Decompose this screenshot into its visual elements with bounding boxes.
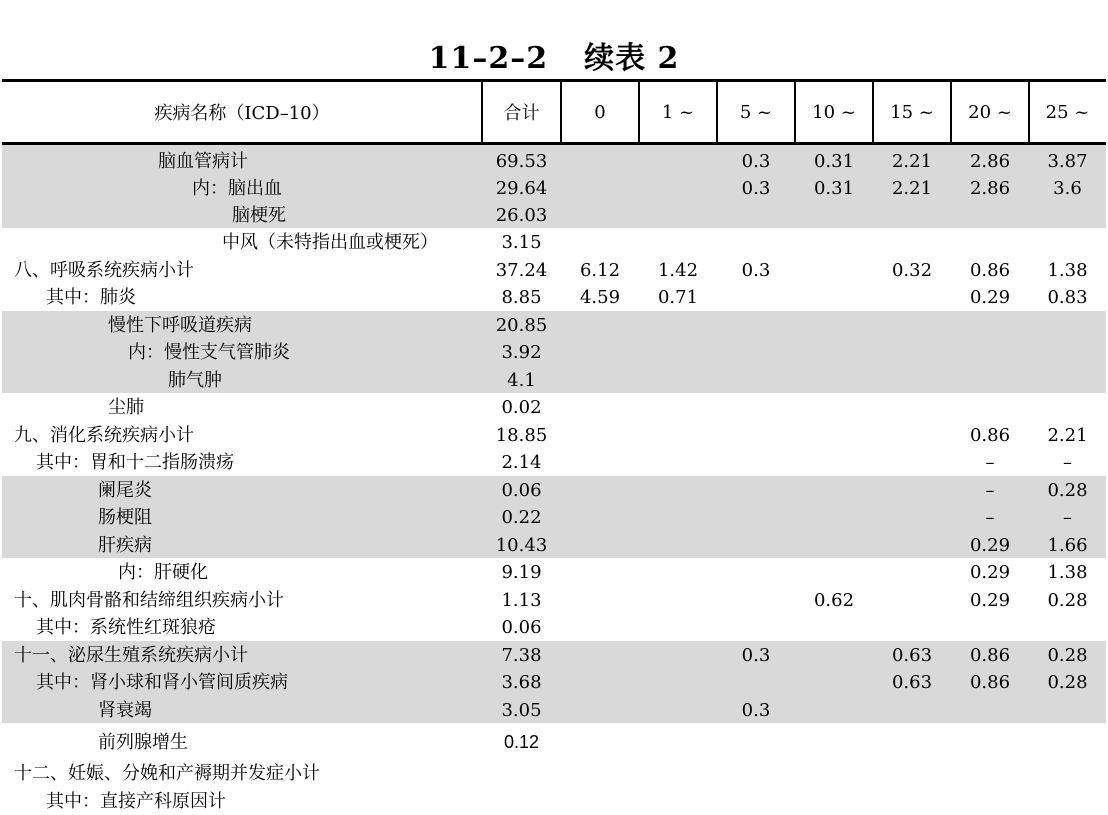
disease-name: 其中：系统性红斑狼疮 xyxy=(36,617,216,638)
disease-name: 其中：肾小球和肾小管间质疾病 xyxy=(36,672,288,693)
table-row xyxy=(0,422,1108,449)
age-group-value: 6.12 xyxy=(579,260,621,281)
age-group-value: 3.6 xyxy=(1053,178,1082,199)
age-group-value: 0.29 xyxy=(969,287,1011,308)
total-value: 4.1 xyxy=(507,370,536,391)
table-row xyxy=(0,449,1108,476)
total-value: 9.19 xyxy=(501,562,542,583)
table-row xyxy=(0,729,1108,756)
table-row xyxy=(0,175,1108,202)
table-row xyxy=(0,642,1108,669)
table-row xyxy=(0,202,1108,229)
disease-name: 其中：直接产科原因计 xyxy=(46,791,226,812)
table-title xyxy=(0,33,1108,77)
header-col-2: 0 xyxy=(594,101,606,123)
table-row xyxy=(0,284,1108,311)
disease-name: 八、呼吸系统疾病小计 xyxy=(14,260,194,281)
age-group-value: 0.3 xyxy=(741,151,771,172)
total-value: 8.85 xyxy=(501,287,542,308)
age-group-value: 0.31 xyxy=(813,178,855,199)
total-value: 0.02 xyxy=(501,397,542,418)
header-col-1: 合计 xyxy=(503,103,540,124)
age-group-value: 0.86 xyxy=(969,425,1011,446)
header-disease-name: 疾病名称（ICD–10） xyxy=(154,103,330,124)
disease-name: 十二、妊娠、分娩和产褥期并发症小计 xyxy=(14,763,320,784)
total-value: 20.85 xyxy=(495,315,548,336)
total-value: 3.68 xyxy=(501,672,542,693)
age-group-value: 0.29 xyxy=(969,590,1011,611)
table-row xyxy=(0,312,1108,339)
table-row xyxy=(0,669,1108,696)
disease-name: 脑梗死 xyxy=(232,205,286,226)
table-row xyxy=(0,339,1108,366)
header-col-7: 20 ~ xyxy=(968,101,1012,123)
header-column-divider xyxy=(560,82,562,142)
table-code: 11–2–2 xyxy=(428,41,549,76)
disease-name: 前列腺增生 xyxy=(98,732,188,753)
age-group-value: 0.29 xyxy=(969,535,1011,556)
table-row xyxy=(0,367,1108,394)
header-column-divider xyxy=(872,82,874,142)
table-row xyxy=(0,559,1108,586)
age-group-value: 0.28 xyxy=(1047,480,1088,501)
age-group-value: 2.21 xyxy=(891,178,933,199)
table-row xyxy=(0,504,1108,531)
disease-name: 肠梗阻 xyxy=(98,507,152,528)
total-value: 69.53 xyxy=(495,151,548,172)
age-group-value: – xyxy=(985,452,995,473)
disease-name: 肝疾病 xyxy=(98,535,152,556)
header-column-divider xyxy=(1028,82,1030,142)
total-value: 7.38 xyxy=(501,645,542,666)
disease-name: 阑尾炎 xyxy=(98,480,152,501)
table-row xyxy=(0,148,1108,175)
disease-name: 十一、泌尿生殖系统疾病小计 xyxy=(14,645,248,666)
disease-name: 慢性下呼吸道疾病 xyxy=(108,315,252,336)
header-column-divider xyxy=(950,82,952,142)
total-value: 1.13 xyxy=(501,590,542,611)
age-group-value: 3.87 xyxy=(1047,151,1088,172)
disease-name: 十、肌肉骨骼和结缔组织疾病小计 xyxy=(14,590,284,611)
age-group-value: 0.28 xyxy=(1047,590,1088,611)
age-group-value: 2.86 xyxy=(969,151,1011,172)
disease-name: 脑血管病计 xyxy=(158,151,248,172)
disease-name: 尘肺 xyxy=(108,397,144,418)
total-value: 3.15 xyxy=(501,232,542,253)
header-col-3: 1 ~ xyxy=(661,101,695,123)
header-column-divider xyxy=(716,82,718,142)
age-group-value: 1.38 xyxy=(1047,562,1088,583)
disease-name: 中风（未特指出血或梗死） xyxy=(222,232,438,253)
disease-name: 肺气肿 xyxy=(168,370,222,391)
total-value: 26.03 xyxy=(495,205,548,226)
age-group-value: – xyxy=(985,507,995,528)
disease-name: 其中：肺炎 xyxy=(46,287,136,308)
age-group-value: 0.28 xyxy=(1047,672,1088,693)
age-group-value: 0.3 xyxy=(741,700,771,721)
total-value: 3.92 xyxy=(501,342,542,363)
age-group-value: – xyxy=(985,480,995,501)
total-value: 3.05 xyxy=(501,700,542,721)
table-row xyxy=(0,532,1108,559)
total-value: 0.06 xyxy=(501,480,542,501)
age-group-value: – xyxy=(1063,507,1072,528)
header-col-4: 5 ~ xyxy=(739,101,773,123)
age-group-value: 2.21 xyxy=(1047,425,1088,446)
table-row xyxy=(0,477,1108,504)
age-group-value: 1.38 xyxy=(1047,260,1088,281)
age-group-value: 0.71 xyxy=(657,287,699,308)
age-group-value: 4.59 xyxy=(579,287,621,308)
header-col-6: 15 ~ xyxy=(890,101,934,123)
disease-name: 其中：胃和十二指肠溃疡 xyxy=(36,452,234,473)
age-group-value: 0.63 xyxy=(891,672,933,693)
total-value: 0.06 xyxy=(501,617,542,638)
age-group-value: 0.86 xyxy=(969,672,1011,693)
age-group-value: 2.86 xyxy=(969,178,1011,199)
disease-name: 内：慢性支气管肺炎 xyxy=(128,342,290,363)
age-group-value: 2.21 xyxy=(891,151,933,172)
table-row xyxy=(0,697,1108,724)
age-group-value: 0.31 xyxy=(813,151,855,172)
total-value: 0.12 xyxy=(503,732,540,752)
age-group-value: 0.86 xyxy=(969,260,1011,281)
age-group-value: 0.62 xyxy=(813,590,855,611)
table-row xyxy=(0,788,1108,815)
table-row xyxy=(0,257,1108,284)
table-row xyxy=(0,587,1108,614)
disease-name: 肾衰竭 xyxy=(98,700,152,721)
table-row xyxy=(0,614,1108,641)
age-group-value: 0.32 xyxy=(891,260,933,281)
age-group-value: 0.3 xyxy=(741,178,771,199)
table-title-text: 续表 2 xyxy=(584,41,680,76)
total-value: 29.64 xyxy=(495,178,548,199)
age-group-value: 0.28 xyxy=(1047,645,1088,666)
total-value: 37.24 xyxy=(495,260,548,281)
total-value: 2.14 xyxy=(501,452,542,473)
header-column-divider xyxy=(481,82,483,142)
age-group-value: 0.29 xyxy=(969,562,1011,583)
age-group-value: 1.66 xyxy=(1047,535,1088,556)
header-col-8: 25 ~ xyxy=(1045,101,1090,123)
age-group-value: 0.83 xyxy=(1047,287,1088,308)
table-row xyxy=(0,394,1108,421)
header-column-divider xyxy=(638,82,640,142)
disease-name: 九、消化系统疾病小计 xyxy=(14,425,194,446)
age-group-value: 1.42 xyxy=(657,260,699,281)
disease-name: 内：脑出血 xyxy=(192,178,282,199)
total-value: 18.85 xyxy=(495,425,548,446)
total-value: 0.22 xyxy=(501,507,542,528)
age-group-value: – xyxy=(1063,452,1072,473)
age-group-value: 0.3 xyxy=(741,260,771,281)
age-group-value: 0.3 xyxy=(741,645,771,666)
header-column-divider xyxy=(794,82,796,142)
table-row xyxy=(0,760,1108,787)
disease-name: 内：肝硬化 xyxy=(118,562,208,583)
total-value: 10.43 xyxy=(495,535,548,556)
table-row xyxy=(0,229,1108,256)
header-col-5: 10 ~ xyxy=(812,101,856,123)
age-group-value: 0.86 xyxy=(969,645,1011,666)
age-group-value: 0.63 xyxy=(891,645,933,666)
